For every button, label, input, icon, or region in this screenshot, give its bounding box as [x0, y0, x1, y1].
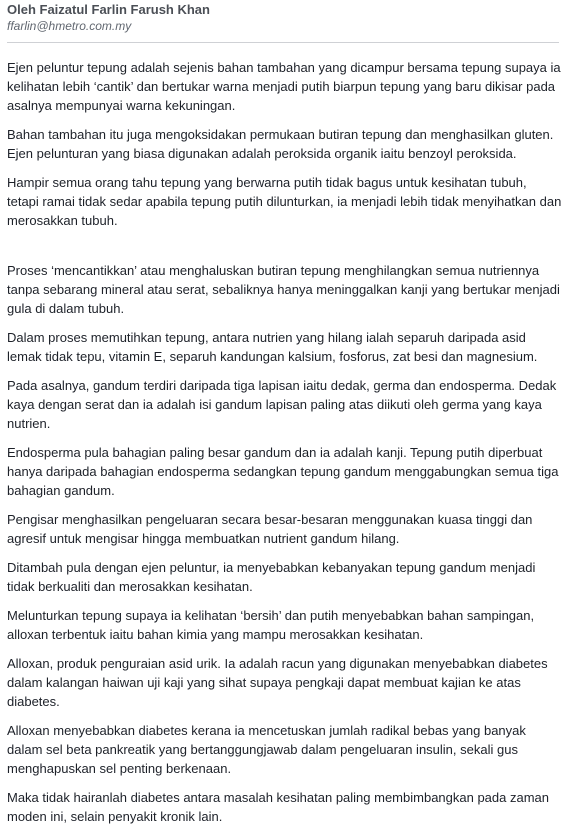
article-paragraph: Maka tidak hairanlah diabetes antara masalah kesihatan paling membimbangkan pada zaman moden ini, selain penyakit kronik lain.: [7, 790, 550, 824]
article-paragraph: Ejen peluntur tepung adalah sejenis bahan tambahan yang dicampur bersama tepung supaya ia kelihatan lebih ‘cantik’ dan bertukar warna menjadi putih biarpun tepung yang baru dikisar pada asalnya mempunyai warna kekuningan.: [7, 60, 561, 113]
article-header: [0, 0, 566, 34]
article-paragraph: Proses ‘mencantikkan’ atau menghaluskan butiran tepung menghilangkan semua nutriennya tanpa sebarang mineral atau serat, sebaliknya hanya meninggalkan kanji yang bertukar menjadi gula di dalam tubuh.: [7, 263, 560, 316]
article-paragraph: Endosperma pula bahagian paling besar gandum dan ia adalah kanji. Tepung putih diperbuat hanya daripada bahagian endosperma sedangkan tepung gandum menggabungkan semua tiga bahagian gandum.: [7, 445, 559, 498]
article-body: [7, 58, 562, 836]
article-paragraph: Dalam proses memutihkan tepung, antara nutrien yang hilang ialah separuh daripada asid lemak tidak tepu, vitamin E, separuh kandungan kalsium, fosforus, zat besi dan magnesium.: [7, 330, 538, 364]
article-paragraph: Hampir semua orang tahu tepung yang berwarna putih tidak bagus untuk kesihatan tubuh, tetapi ramai tidak sedar apabila tepung putih dilunturkan, ia menjadi lebih tidak menyihatkan dan merosakkan tubuh.: [7, 175, 562, 228]
article-paragraph: Melunturkan tepung supaya ia kelihatan ‘bersih’ dan putih menyebabkan bahan sampingan, alloxan terbentuk iaitu bahan kimia yang mampu merosakkan kesihatan.: [7, 608, 535, 642]
article-paragraph: Alloxan, produk penguraian asid urik. Ia adalah racun yang digunakan menyebabkan diabetes dalam kalangan haiwan uji kaji yang sihat supaya pengkaji dapat membuat kajian ke atas diabetes.: [7, 656, 548, 709]
article-paragraph: Alloxan menyebabkan diabetes kerana ia mencetuskan jumlah radikal bebas yang banyak dalam sel beta pankreatik yang bertanggungjawab dalam pengeluaran insulin, sekali gus menghapuskan sel penting berkenaan.: [7, 723, 526, 776]
article-paragraph: Bahan tambahan itu juga mengoksidakan permukaan butiran tepung dan menghasilkan gluten. Ejen pelunturan yang biasa digunakan adalah peroksida organik iaitu benzoyl peroksida.: [7, 127, 554, 161]
article-paragraph: Ditambah pula dengan ejen peluntur, ia menyebabkan kebanyakan tepung gandum menjadi tidak berkualiti dan merosakkan kesihatan.: [7, 560, 536, 594]
header-divider: [7, 42, 559, 43]
author-byline: Oleh Faizatul Farlin Farush Khan: [7, 2, 210, 17]
article-paragraph: Pada asalnya, gandum terdiri daripada tiga lapisan iaitu dedak, germa dan endosperma. Dedak kaya dengan serat dan ia adalah isi gandum lapisan paling atas diikuti oleh germa yang kaya nutrien.: [7, 378, 557, 431]
author-email[interactable]: ffarlin@hmetro.com.my: [7, 19, 132, 33]
article-paragraph: Pengisar menghasilkan pengeluaran secara besar-besaran menggunakan kuasa tinggi dan agresif untuk mengisar hingga membuatkan nutrient gandum hilang.: [7, 512, 533, 546]
